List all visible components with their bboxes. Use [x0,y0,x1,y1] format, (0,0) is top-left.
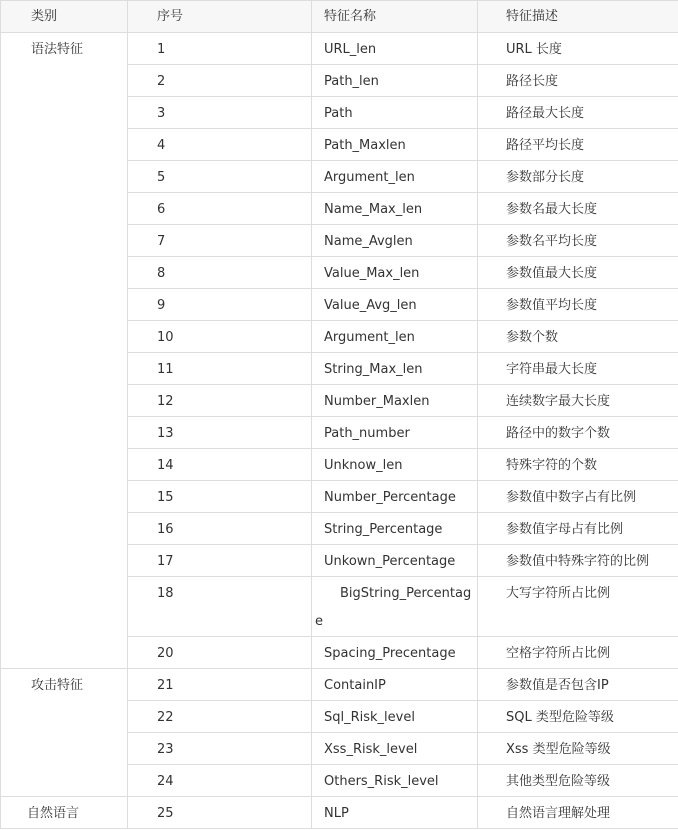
feature-description-cell: 路径最大长度 [478,97,678,129]
feature-name-cell: Sql_Risk_level [312,701,478,733]
feature-name-cell: Path_len [312,65,478,97]
feature-name-cell: URL_len [312,33,478,65]
feature-name-cell: Path_Maxlen [312,129,478,161]
feature-description-cell: 参数值中数字占有比例 [478,481,678,513]
header-number: 序号 [128,1,312,33]
feature-name-cell: NLP [312,797,478,829]
header-name: 特征名称 [312,1,478,33]
number-cell: 25 [128,797,312,829]
feature-description-cell: 特殊字符的个数 [478,449,678,481]
feature-description-cell: 参数值最大长度 [478,257,678,289]
number-cell: 21 [128,669,312,701]
feature-name-cell: Value_Max_len [312,257,478,289]
number-cell: 6 [128,193,312,225]
feature-name-part2: e [315,614,323,629]
feature-name-cell: String_Max_len [312,353,478,385]
feature-description-cell: 参数部分长度 [478,161,678,193]
feature-description-cell: 参数个数 [478,321,678,353]
feature-description-cell: 路径长度 [478,65,678,97]
number-cell: 1 [128,33,312,65]
feature-description-cell: 参数名最大长度 [478,193,678,225]
feature-description-cell: SQL 类型危险等级 [478,701,678,733]
number-cell: 23 [128,733,312,765]
feature-description-cell: 连续数字最大长度 [478,385,678,417]
number-cell: 24 [128,765,312,797]
feature-description-cell: 参数值是否包含IP [478,669,678,701]
number-cell: 17 [128,545,312,577]
number-cell: 15 [128,481,312,513]
feature-description-cell: Xss 类型危险等级 [478,733,678,765]
feature-description-cell: 字符串最大长度 [478,353,678,385]
feature-name-cell: Path [312,97,478,129]
number-cell: 11 [128,353,312,385]
feature-name-cell: ContainIP [312,669,478,701]
category-cell: 自然语言 [1,797,128,829]
feature-description-cell: 路径平均长度 [478,129,678,161]
feature-name-cell: Path_number [312,417,478,449]
feature-name-cell: Unkown_Percentage [312,545,478,577]
number-cell: 12 [128,385,312,417]
feature-name-cell: Number_Percentage [312,481,478,513]
table-row [1,33,678,65]
number-cell: 2 [128,65,312,97]
feature-name-cell: Argument_len [312,161,478,193]
table-row [1,797,678,829]
feature-description-cell: 参数值字母占有比例 [478,513,678,545]
feature-name-cell: Others_Risk_level [312,765,478,797]
feature-description-cell: URL 长度 [478,33,678,65]
number-cell: 20 [128,637,312,669]
feature-description-cell: 路径中的数字个数 [478,417,678,449]
feature-name-cell: Spacing_Precentage [312,637,478,669]
feature-name-cell: Argument_len [312,321,478,353]
feature-description-cell: 自然语言理解处理 [478,797,678,829]
header-category: 类别 [1,1,128,33]
number-cell: 14 [128,449,312,481]
number-cell: 5 [128,161,312,193]
feature-description-cell: 参数值中特殊字符的比例 [478,545,678,577]
number-cell: 13 [128,417,312,449]
category-cell: 攻击特征 [1,669,128,797]
feature-name-cell: Value_Avg_len [312,289,478,321]
feature-name-cell: String_Percentage [312,513,478,545]
feature-name-cell: Name_Avglen [312,225,478,257]
number-cell: 16 [128,513,312,545]
feature-description-cell: 空格字符所占比例 [478,637,678,669]
category-cell: 语法特征 [1,33,128,669]
number-cell: 9 [128,289,312,321]
feature-name-cell: Name_Max_len [312,193,478,225]
table-row [1,669,678,701]
feature-name-cell: Unknow_len [312,449,478,481]
number-cell: 8 [128,257,312,289]
number-cell: 22 [128,701,312,733]
number-cell: 7 [128,225,312,257]
number-cell: 4 [128,129,312,161]
number-cell: 3 [128,97,312,129]
feature-name-part1: BigString_Percentag [340,586,472,601]
feature-description-cell: 大写字符所占比例 [478,577,678,637]
feature-name-cell [312,577,478,637]
header-row [1,1,678,33]
feature-description-cell: 参数名平均长度 [478,225,678,257]
number-cell: 18 [128,577,312,637]
feature-description-cell: 参数值平均长度 [478,289,678,321]
feature-description-cell: 其他类型危险等级 [478,765,678,797]
header-description: 特征描述 [478,1,678,33]
feature-name-cell: Number_Maxlen [312,385,478,417]
feature-name-cell: Xss_Risk_level [312,733,478,765]
number-cell: 10 [128,321,312,353]
